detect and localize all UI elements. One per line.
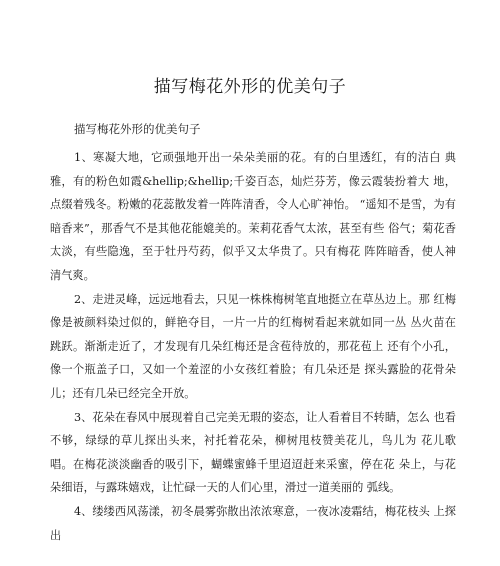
page-title: 描写梅花外形的优美句子	[153, 77, 347, 97]
paragraph-4: 4、缕缕西风荡漾，初冬晨雾弥散出浓浓寒意，一夜冰凌霜结，梅花枝头 上探出	[50, 504, 456, 542]
document-body	[50, 146, 456, 547]
paragraph-3: 3、花朵在春风中展现着自己完美无瑕的姿态，让人看着目不转睛，怎么 也看不够，绿绿的草儿探出头来，衬托着花朵，柳树甩枝赞美花儿，鸟儿为 花儿歌唱。在梅花淡淡幽香的吸引下，蝴蝶蜜蜂千里迢迢赶来采蜜，停在花 朵上，与花朵细语，与露珠嬉戏，让忙碌一天的人们心里，滑过一道美丽的 弧线。	[50, 410, 456, 495]
paragraph-2: 2、走进灵峰，远远地看去，只见一株株梅树笔直地挺立在草丛边上。那 红梅像是被颜料染过似的，鲜艳夺目，一片一片的红梅树看起来就如同一丛 丛火苗在跳跃。渐渐走近了，才发现有几朵红梅还是含苞待放的，那花苞上 还有个小孔，像一个瓶盖子口，又如一个羞涩的小女孩红着脸；有几朵还是 探头露脸的花骨朵儿；还有几朵已经完全开放。	[50, 292, 456, 400]
paragraph-1: 1、寒凝大地，它顽强地开出一朵朵美丽的花。有的白里透红，有的洁白 典雅，有的粉色如霞&hellip;&hellip;千姿百态，灿烂芬芳，像云霞装扮着大 地，点缀着残冬。粉嫩的花蕊散发着一阵阵清香，令人心旷神怡。 “遥知不是雪，为有暗香来”，那香气不是其他花能媲美的。茉莉花香气太浓，甚至有些 俗气；菊花香太淡，有些隐逸，至于牡丹芍药，似乎又太华贵了。只有梅花 阵阵暗香，使人神清气爽。	[50, 151, 456, 282]
document-subtitle: 描写梅花外形的优美句子	[74, 122, 201, 136]
